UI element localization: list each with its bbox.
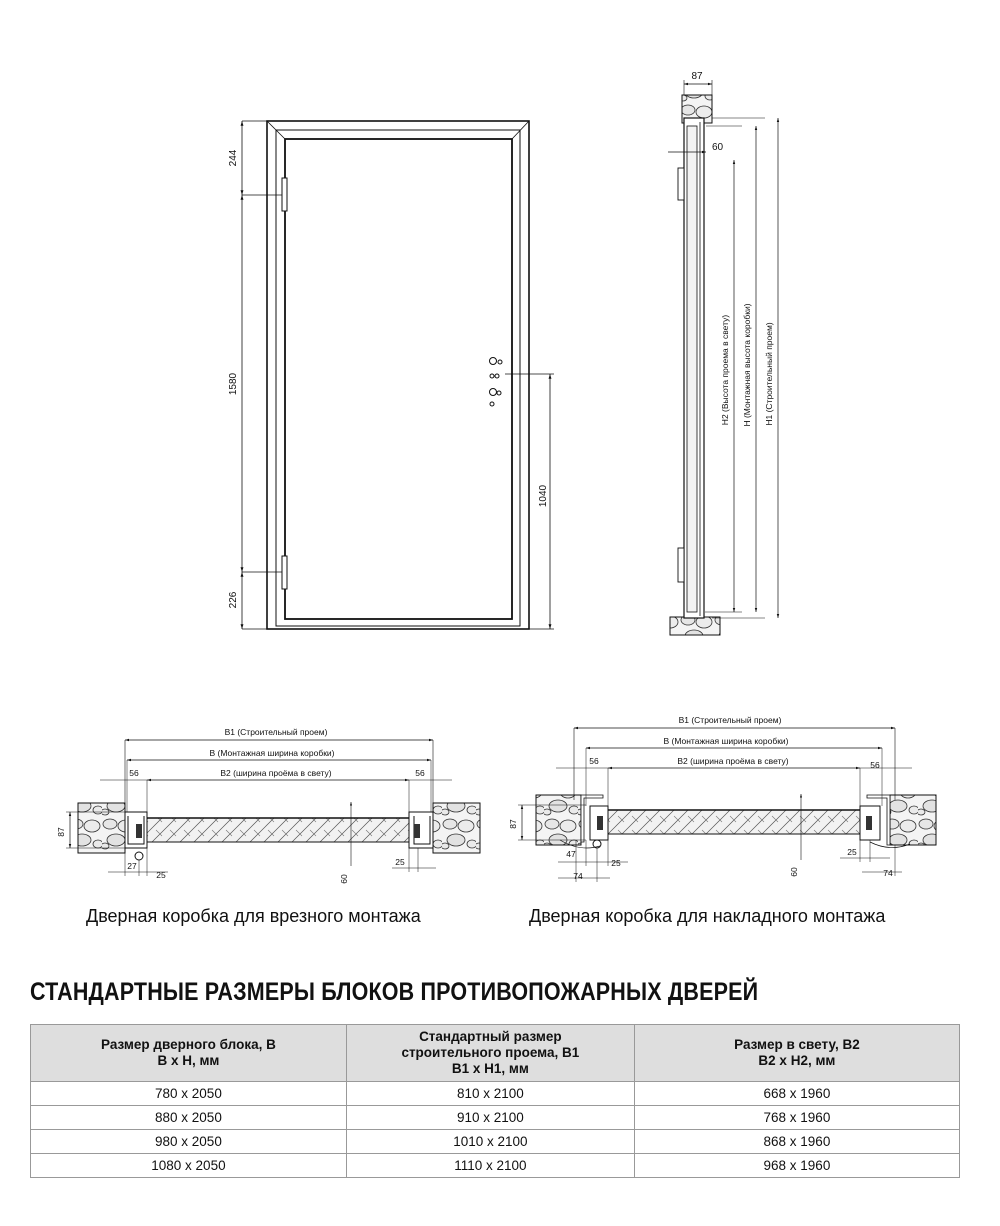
table-cell: 968 x 1960: [634, 1154, 959, 1178]
header-line: B2 x H2, мм: [758, 1053, 836, 1068]
table-row: [31, 1106, 960, 1130]
table-cell: 1010 x 2100: [346, 1130, 634, 1154]
overlay-dim-74-right: 74: [883, 868, 893, 878]
mortise-dim-27: 27: [127, 861, 137, 871]
header-line: строительного проема, В1: [401, 1045, 580, 1060]
table-cell: 810 x 2100: [346, 1082, 634, 1106]
header-line: B1 x H1, мм: [451, 1061, 529, 1076]
dim-leaf: 60: [712, 142, 724, 153]
caption-overlay: Дверная коробка для накладного монтажа: [529, 906, 886, 926]
header-line: Стандартный размер: [419, 1029, 562, 1044]
sizes-table: [30, 1024, 960, 1178]
overlay-label-b2: B2 (ширина проёма в свету): [677, 756, 789, 766]
overlay-dim-56-right: 56: [870, 760, 880, 770]
dim-frame-depth: 87: [691, 71, 703, 82]
header-line: Размер в свету, В2: [734, 1037, 860, 1052]
table-row: [31, 1082, 960, 1106]
dim-middle: 1580: [228, 372, 239, 396]
header-line: Размер дверного блока, В: [101, 1037, 276, 1052]
overlay-dim-74-left: 74: [573, 871, 583, 881]
dim-handle-height: 1040: [538, 484, 549, 508]
dim-top-hinge: 244: [228, 149, 239, 167]
overlay-dim-87: 87: [508, 819, 518, 829]
dim-bottom-hinge: 226: [228, 591, 239, 609]
mortise-label-b: B (Монтажная ширина коробки): [209, 748, 335, 758]
table-cell: 1110 x 2100: [346, 1154, 634, 1178]
mortise-dim-56-left: 56: [129, 768, 139, 778]
mortise-label-b1: B1 (Строительный проем): [224, 727, 328, 737]
header-block-size: [31, 1025, 347, 1082]
label-h1: H1 (Строительный проем): [764, 322, 774, 426]
table-cell: 668 x 1960: [634, 1082, 959, 1106]
mortise-section: [56, 727, 480, 884]
table-cell: 910 x 2100: [346, 1106, 634, 1130]
section-title: СТАНДАРТНЫЕ РАЗМЕРЫ БЛОКОВ ПРОТИВОПОЖАРНЫХ ДВЕРЕЙ: [30, 978, 759, 1006]
table-cell: 868 x 1960: [634, 1130, 959, 1154]
table-row: [31, 1130, 960, 1154]
header-clear-size: [634, 1025, 959, 1082]
mortise-dim-60: 60: [339, 874, 349, 884]
label-h2: H2 (Высота проема в свету): [720, 314, 730, 426]
overlay-label-b1: B1 (Строительный проем): [678, 715, 782, 725]
header-line: B x H, мм: [157, 1053, 220, 1068]
table-header-row: [31, 1025, 960, 1082]
mortise-dim-56-right: 56: [415, 768, 425, 778]
mortise-label-b2: B2 (ширина проёма в свету): [220, 768, 332, 778]
overlay-label-b: B (Монтажная ширина коробки): [663, 736, 789, 746]
overlay-dim-60: 60: [789, 867, 799, 877]
mortise-dim-25-left: 25: [156, 870, 166, 880]
mortise-dim-87: 87: [56, 827, 66, 837]
overlay-dim-56-left: 56: [589, 756, 599, 766]
label-h: H (Монтажная высота коробки): [742, 303, 752, 427]
side-view: [668, 71, 778, 635]
table-cell: 768 x 1960: [634, 1106, 959, 1130]
table-cell: 780 x 2050: [31, 1082, 347, 1106]
overlay-dim-25-right: 25: [847, 847, 857, 857]
mortise-dim-25-right: 25: [395, 857, 405, 867]
overlay-dim-25-left: 25: [611, 858, 621, 868]
caption-mortise: Дверная коробка для врезного монтажа: [86, 906, 421, 926]
table-row: [31, 1154, 960, 1178]
table-cell: 1080 x 2050: [31, 1154, 347, 1178]
header-opening-size: [346, 1025, 634, 1082]
table-cell: 880 x 2050: [31, 1106, 347, 1130]
front-view: [228, 121, 554, 629]
overlay-section: [508, 715, 936, 882]
table-cell: 980 x 2050: [31, 1130, 347, 1154]
overlay-dim-47: 47: [566, 849, 576, 859]
